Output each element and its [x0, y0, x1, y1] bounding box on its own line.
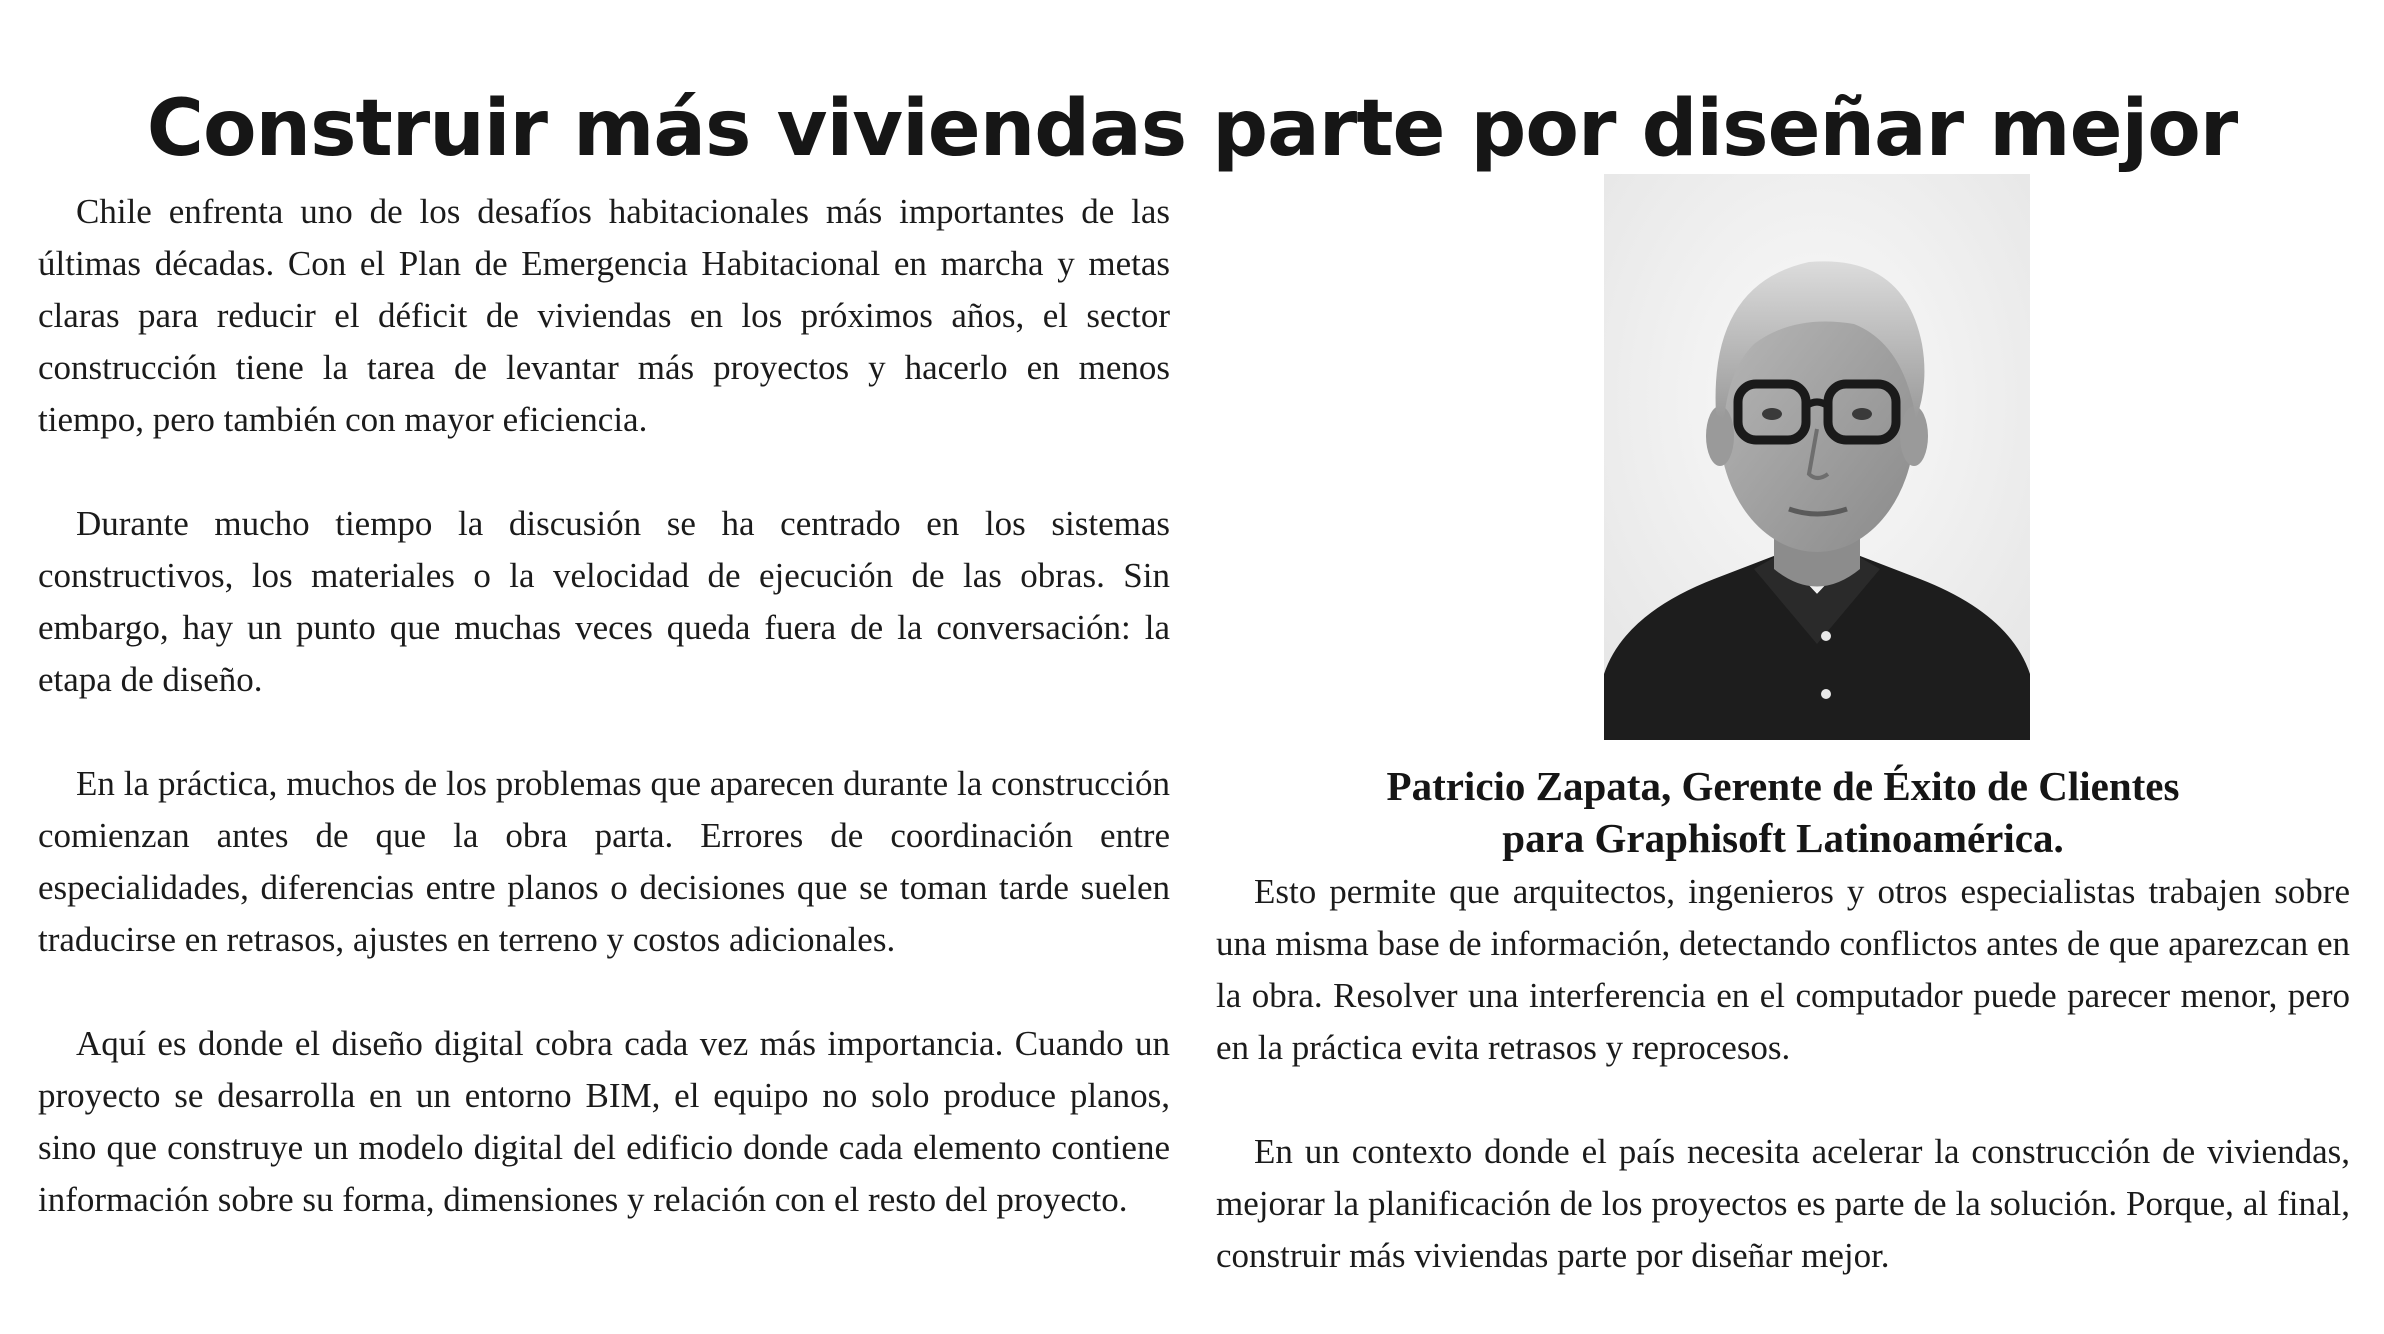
article-left-column [38, 186, 1170, 1278]
paragraph-4: Aquí es donde el diseño digital cobra cada vez más importancia. Cuando un proyecto se desarrolla en un entorno BIM, el equipo no solo produce planos, sino que construye un modelo digital del edificio donde cada elemento contiene información sobre su forma, dimensiones y relación con el resto del proyecto. [38, 1024, 1170, 1219]
paragraph-2: Durante mucho tiempo la discusión se ha centrado en los sistemas constructivos, los materiales o la velocidad de ejecución de las obras. Sin embargo, hay un punto que muchas veces queda fuera de la conversación: la etapa de diseño. [38, 504, 1170, 699]
paragraph-6: En un contexto donde el país necesita acelerar la construcción de viviendas, mejorar la planificación de los proyectos es parte de la solución. Porque, al final, construir más viviendas parte por diseñar mejor. [1216, 1132, 2350, 1275]
article-right-column [1216, 866, 2350, 1334]
paragraph-5: Esto permite que arquitectos, ingenieros y otros especialistas trabajen sobre una misma base de información, detectando conflictos antes de que aparezcan en la obra. Resolver una interferencia en el computador puede parecer menor, pero en la práctica evita retrasos y reprocesos. [1216, 872, 2350, 1067]
portrait-photo [1604, 174, 2030, 740]
caption-line-1: Patricio Zapata, Gerente de Éxito de Clientes [1386, 763, 2180, 809]
paragraph-1: Chile enfrenta uno de los desafíos habitacionales más importantes de las últimas décadas. Con el Plan de Emergencia Habitacional en marcha y metas claras para reducir el déficit de viviendas en los próximos años, el sector construcción tiene la tarea de levantar más proyectos y hacerlo en menos tiempo, pero también con mayor eficiencia. [38, 192, 1170, 439]
photo-caption [1216, 760, 2350, 864]
caption-line-2: para Graphisoft Latinoamérica. [1502, 815, 2064, 861]
paragraph-3: En la práctica, muchos de los problemas que aparecen durante la construcción comienzan antes de que la obra parta. Errores de coordinación entre especialidades, diferencias entre planos o decisiones que se toman tarde suelen traducirse en retrasos, ajustes en terreno y costos adicionales. [38, 764, 1170, 959]
article-title: Construir más viviendas parte por diseñar mejor [146, 84, 2238, 175]
